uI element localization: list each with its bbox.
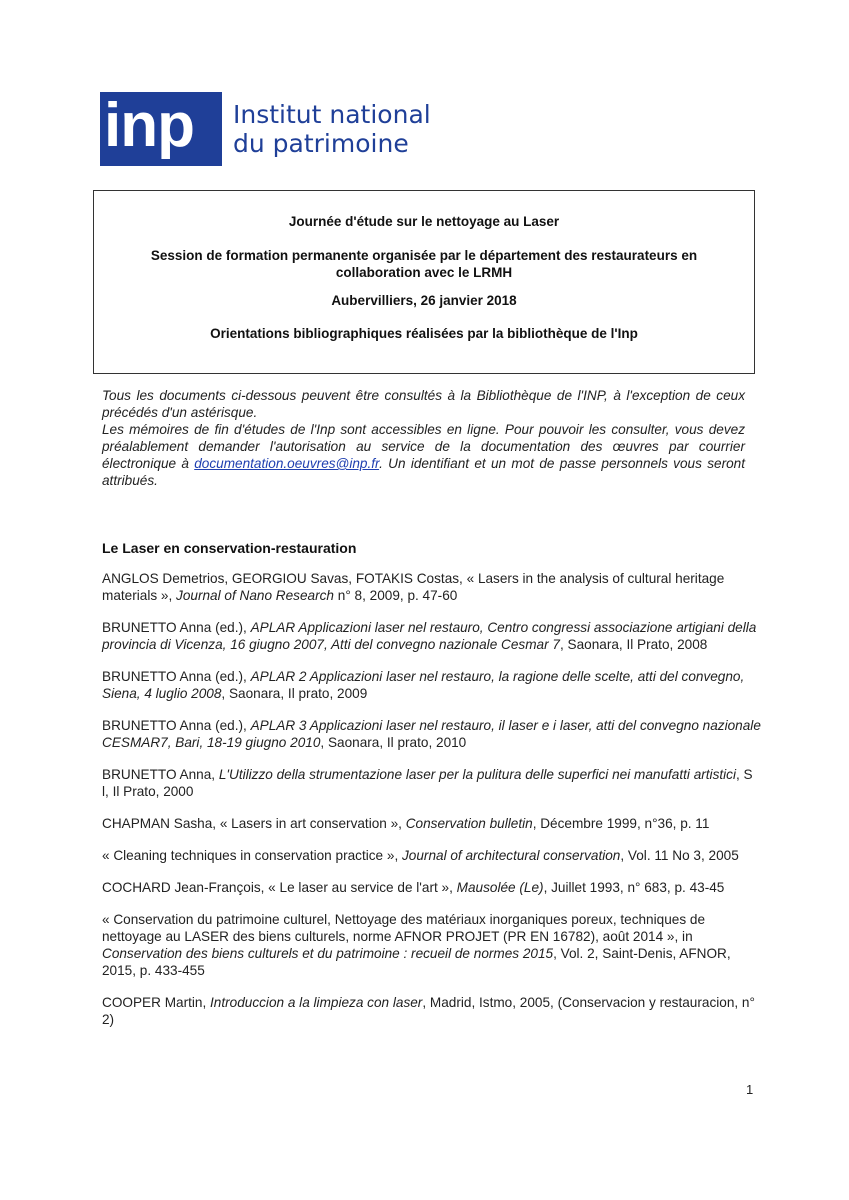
ref-title: Introduccion a la limpieza con laser [210, 995, 423, 1010]
ref-title: Mausolée (Le) [456, 880, 544, 895]
reference-entry [102, 815, 762, 832]
ref-text: BRUNETTO Anna (ed.), [102, 669, 251, 684]
intro-paragraph-1: Tous les documents ci-dessous peuvent être consultés à la Bibliothèque de l'INP, à l'exception de ceux précédés d'un astérisque. [102, 388, 745, 420]
bibliography-subtitle: Orientations bibliographiques réalisées par la bibliothèque de l'Inp [210, 326, 638, 341]
ref-title: APLAR 2 Applicazioni laser nel restauro, la ragione delle scelte, atti del convegno, Siena, 4 luglio 2008 [102, 669, 745, 701]
ref-title: L'Utilizzo della strumentazione laser per la pulitura delle superfici nei manufatti artistici [218, 767, 736, 782]
ref-text: BRUNETTO Anna (ed.), [102, 718, 251, 733]
reference-entry [102, 994, 762, 1028]
ref-text: CHAPMAN Sasha, « Lasers in art conservation », [102, 816, 406, 831]
inp-logo [100, 92, 440, 168]
documentation-email-link[interactable]: documentation.oeuvres@inp.fr [194, 456, 380, 471]
ref-title: Conservation des biens culturels et du patrimoine : recueil de normes 2015 [102, 946, 554, 961]
ref-text: « Cleaning techniques in conservation practice », [102, 848, 402, 863]
ref-details: n° 8, 2009, p. 47-60 [333, 588, 458, 603]
ref-details: , Saonara, Il prato, 2010 [320, 735, 467, 750]
reference-list [102, 570, 762, 1043]
session-description: Session de formation permanente organisée par le département des restaurateurs en collaboration avec le LRMH [150, 248, 698, 280]
ref-details: , Madrid, Istmo, 2005, (Conservacion y restauracion, n° 2) [102, 995, 755, 1027]
ref-text: COCHARD Jean-François, « Le laser au service de l'art », [102, 880, 457, 895]
event-place-date: Aubervilliers, 26 janvier 2018 [331, 293, 517, 308]
logo-box [100, 92, 222, 166]
page-number: 1 [746, 1082, 754, 1097]
reference-entry [102, 570, 762, 604]
title-box [93, 190, 755, 374]
logo-mark: inp [104, 91, 194, 160]
ref-details: , Décembre 1999, n°36, p. 11 [532, 816, 710, 831]
ref-details: , Saonara, Il Prato, 2008 [559, 637, 708, 652]
logo-text [233, 100, 431, 158]
ref-title: Journal of Nano Research [176, 588, 334, 603]
ref-title: Conservation bulletin [405, 816, 533, 831]
reference-entry [102, 619, 762, 653]
event-title: Journée d'étude sur le nettoyage au Laser [288, 214, 560, 229]
intro-notice [102, 387, 745, 489]
intro-paragraph-2 [102, 421, 745, 489]
ref-title: APLAR Applicazioni laser nel restauro, Centro congressi associazione artigiani della provincia di Vicenza, 16 giugno 2007, Atti del convegno nazionale Cesmar 7 [102, 620, 757, 652]
logo-line-2: du patrimoine [233, 129, 409, 158]
ref-text: BRUNETTO Anna, [102, 767, 219, 782]
ref-details: , Vol. 11 No 3, 2005 [620, 848, 739, 863]
reference-entry [102, 668, 762, 702]
ref-details: , Saonara, Il prato, 2009 [221, 686, 368, 701]
ref-details: , Vol. 2, Saint-Denis, AFNOR, 2015, p. 433-455 [102, 946, 731, 978]
ref-text: BRUNETTO Anna (ed.), [102, 620, 251, 635]
ref-text: COOPER Martin, [102, 995, 211, 1010]
ref-text: ANGLOS Demetrios, GEORGIOU Savas, FOTAKIS Costas, « Lasers in the analysis of cultural heritage materials », [102, 571, 725, 603]
ref-title: APLAR 3 Applicazioni laser nel restauro, il laser e i laser, atti del convegno nazionale CESMAR7, Bari, 18-19 giugno 2010 [102, 718, 761, 750]
reference-entry [102, 911, 762, 979]
ref-details: , S l, Il Prato, 2000 [102, 767, 753, 799]
intro-text-after: . Un identifiant et un mot de passe personnels vous seront attribués. [102, 456, 745, 488]
reference-entry [102, 766, 762, 800]
logo-line-1: Institut national [233, 100, 431, 129]
ref-text: « Conservation du patrimoine culturel, Nettoyage des matériaux inorganiques poreux, techniques de nettoyage au LASER des biens culturels, norme AFNOR PROJET (PR EN 16782), août 2014 », in [102, 912, 706, 944]
ref-details: , Juillet 1993, n° 683, p. 43-45 [543, 880, 725, 895]
reference-entry [102, 879, 762, 896]
intro-text-before: Les mémoires de fin d'études de l'Inp sont accessibles en ligne. Pour pouvoir les consulter, vous devez préalablement demander l'autorisation au service de la documentation des œuvres par courrier électronique à [102, 422, 745, 471]
reference-entry [102, 847, 762, 864]
ref-title: Journal of architectural conservation [402, 848, 621, 863]
section-title: Le Laser en conservation-restauration [102, 540, 357, 556]
reference-entry [102, 717, 762, 751]
